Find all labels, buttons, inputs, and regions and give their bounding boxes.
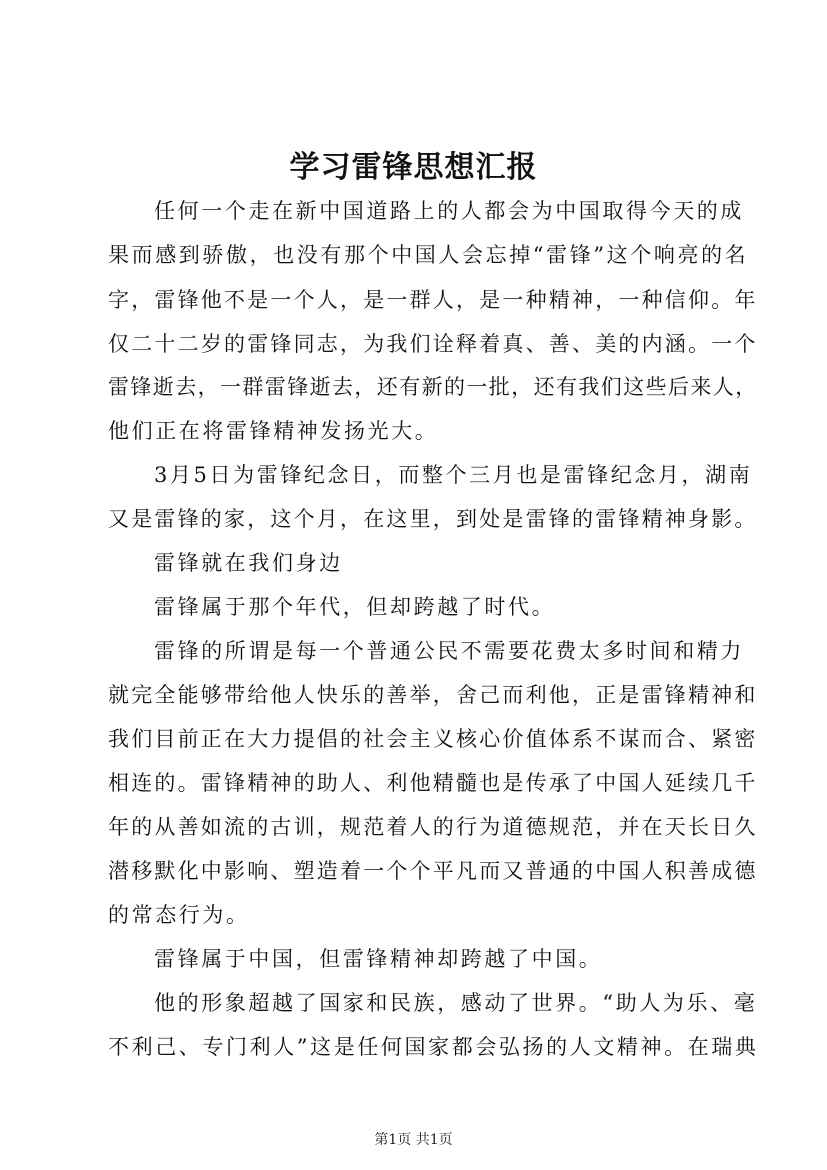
line-text: 雷锋属于中国，但雷锋精神却跨越了中国。 [154, 947, 603, 971]
paragraph-line [0, 1028, 827, 1066]
line-text: 相连的。雷锋精神的助人、利他精髓也是传承了中国人延续几千 [108, 771, 758, 795]
paragraph-line [0, 940, 827, 978]
line-text: 雷锋的所谓是每一个普通公民不需要花费太多时间和精力 [154, 639, 744, 663]
paragraph-line [0, 544, 827, 582]
paragraph-line [0, 500, 827, 538]
paragraph-line [0, 236, 827, 274]
line-text: 我们目前正在大力提倡的社会主义核心价值体系不谋而合、紧密 [108, 727, 758, 751]
line-text: 果而感到骄傲，也没有那个中国人会忘掉“雷锋”这个响亮的名 [108, 243, 749, 267]
paragraph-line [0, 676, 827, 714]
paragraph-line [0, 764, 827, 802]
paragraph-line [0, 192, 827, 230]
line-text: 仅二十二岁的雷锋同志，为我们诠释着真、善、美的内涵。一个 [108, 332, 758, 356]
paragraph-line [0, 281, 827, 319]
paragraph-line [0, 984, 827, 1022]
line-text: 他的形象超越了国家和民族，感动了世界。“助人为乐、毫 [154, 991, 758, 1015]
paragraph-line [0, 720, 827, 758]
line-text: 他们正在将雷锋精神发扬光大。 [108, 419, 439, 443]
line-text: 年的从善如流的古训，规范着人的行为道德规范，并在天长日久 [108, 815, 758, 839]
page-footer: 第1页 共1页 [374, 1132, 453, 1148]
line-text: 雷锋属于那个年代，但却跨越了时代。 [154, 595, 556, 619]
line-text: 雷锋就在我们身边 [154, 551, 343, 575]
paragraph-line [0, 368, 827, 406]
line-text: 潜移默化中影响、塑造着一个个平凡而又普通的中国人积善成德 [108, 859, 758, 883]
paragraph-line [0, 852, 827, 890]
line-text: 雷锋逝去，一群雷锋逝去，还有新的一批，还有我们这些后来人， [108, 375, 758, 399]
line-text: 又是雷锋的家，这个月，在这里，到处是雷锋的雷锋精神身影。 [108, 507, 758, 531]
document-title: 学习雷锋思想汇报 [289, 150, 538, 185]
paragraph-line [0, 588, 827, 626]
paragraph-line [0, 632, 827, 670]
line-text: 3月5日为雷锋纪念日，而整个三月也是雷锋纪念月，湖南 [154, 463, 753, 487]
line-text: 字，雷锋他不是一个人，是一群人，是一种精神，一种信仰。年 [108, 288, 758, 312]
line-text: 的常态行为。 [108, 903, 250, 927]
paragraph-line [0, 412, 827, 450]
line-text: 任何一个走在新中国道路上的人都会为中国取得今天的成 [154, 199, 744, 223]
line-text: 就完全能够带给他人快乐的善举，舍己而利他，正是雷锋精神和 [108, 683, 758, 707]
paragraph-line [0, 456, 827, 494]
paragraph-line [0, 808, 827, 846]
paragraph-line [0, 325, 827, 363]
line-text: 不利己、专门利人”这是任何国家都会弘扬的人文精神。在瑞典 [108, 1035, 759, 1059]
paragraph-line [0, 896, 827, 934]
